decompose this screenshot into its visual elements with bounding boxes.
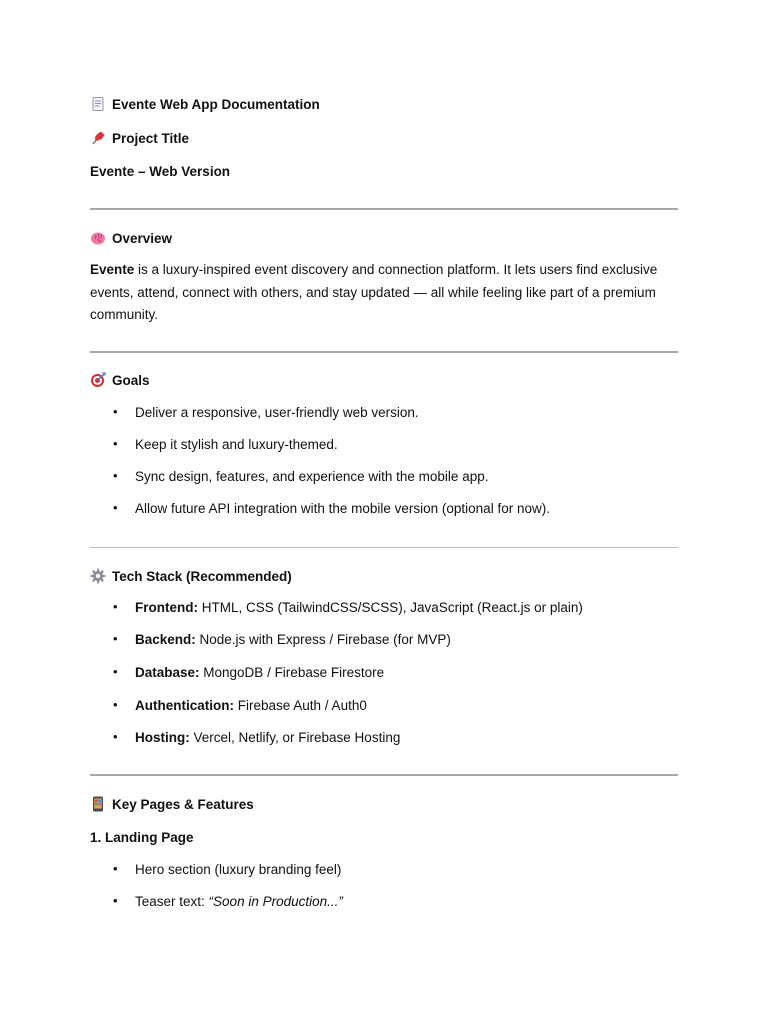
goal-item-text: Keep it stylish and luxury-themed.	[135, 437, 338, 452]
overview-heading-text: Overview	[112, 230, 173, 246]
pushpin-icon	[90, 130, 106, 146]
bullet: •	[113, 404, 118, 419]
landing-item-text: Hero section (luxury branding feel)	[135, 862, 342, 877]
teaser-quote: “Soon in Production...”	[208, 894, 343, 909]
key-pages-heading	[90, 796, 254, 812]
divider	[90, 208, 678, 210]
tech-item-label: Hosting:	[135, 730, 190, 745]
overview-text: is a luxury-inspired event discovery and connection platform. It lets users find exclusive events, attend, connect with others, and stay updated — all while feeling like part of a premium community.	[90, 262, 658, 322]
bullet: •	[113, 697, 118, 712]
project-heading-text: Project Title	[112, 130, 190, 146]
divider	[90, 547, 678, 548]
goal-item-text: Sync design, features, and experience with the mobile app.	[135, 469, 489, 484]
overview-paragraph	[90, 259, 680, 327]
gear-icon	[90, 568, 106, 584]
goal-item-text: Allow future API integration with the mobile version (optional for now).	[135, 501, 550, 516]
key-pages-heading-text: Key Pages & Features	[112, 796, 254, 812]
tech-item-label: Database:	[135, 665, 200, 680]
goal-item-text: Deliver a responsive, user-friendly web version.	[135, 405, 419, 420]
tech-item-value: HTML, CSS (TailwindCSS/SCSS), JavaScript (React.js or plain)	[198, 600, 583, 615]
divider	[90, 774, 678, 776]
document-title	[90, 96, 320, 112]
landing-page-heading: 1. Landing Page	[90, 830, 194, 845]
tech-item-value: Node.js with Express / Firebase (for MVP)	[195, 632, 451, 647]
project-title-heading	[90, 130, 189, 146]
bullet: •	[113, 861, 118, 876]
brain-icon	[90, 230, 106, 246]
tech-item-value: Firebase Auth / Auth0	[234, 698, 367, 713]
tech-item-label: Backend:	[135, 632, 196, 647]
target-icon	[90, 372, 106, 388]
bullet: •	[113, 729, 118, 744]
goals-heading-text: Goals	[112, 372, 150, 388]
bullet: •	[113, 664, 118, 679]
divider	[90, 351, 678, 353]
tech-heading-text: Tech Stack (Recommended)	[112, 568, 292, 584]
title-text: Evente Web App Documentation	[112, 96, 320, 112]
bullet: •	[113, 500, 118, 515]
bullet: •	[113, 893, 118, 908]
tech-stack-heading	[90, 568, 292, 584]
overview-lead: Evente	[90, 262, 135, 277]
tech-item-label: Frontend:	[135, 600, 198, 615]
bullet: •	[113, 436, 118, 451]
bullet: •	[113, 631, 118, 646]
document-icon	[90, 96, 106, 112]
tech-item-value: Vercel, Netlify, or Firebase Hosting	[189, 730, 401, 745]
goals-heading	[90, 372, 150, 388]
bullet: •	[113, 599, 118, 614]
tech-item-label: Authentication:	[135, 698, 234, 713]
tech-item-value: MongoDB / Firebase Firestore	[199, 665, 385, 680]
landing-item-text: Teaser text:	[135, 894, 209, 909]
mobile-phone-icon	[90, 796, 106, 812]
bullet: •	[113, 468, 118, 483]
project-title-value: Evente – Web Version	[90, 164, 231, 179]
overview-heading	[90, 230, 172, 246]
